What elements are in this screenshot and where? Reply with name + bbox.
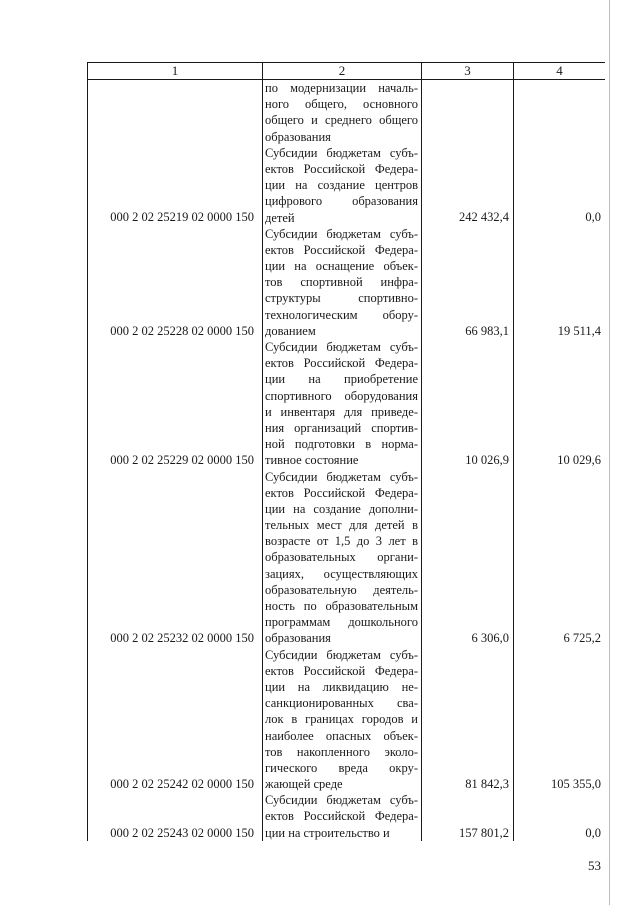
description-line: программам дошкольного xyxy=(265,615,418,630)
description-line: образовательных органи- xyxy=(265,550,418,565)
description-line: технологическим обору- xyxy=(265,307,418,322)
description-line: тов накопленного эколо- xyxy=(265,744,418,759)
description-line: цифрового образования xyxy=(265,194,418,209)
description-line: структуры спортивно- xyxy=(265,291,418,306)
page-edge-line xyxy=(609,0,610,905)
budget-code xyxy=(88,80,263,145)
amount-col-3: 6 306,0 xyxy=(422,469,514,647)
description-line: образования xyxy=(265,129,331,144)
description-line: гического вреда окру- xyxy=(265,760,418,775)
amount-col-4: 6 725,2 xyxy=(514,469,606,647)
table-row xyxy=(88,469,606,647)
description-line: дованием xyxy=(265,323,316,338)
description-line: ной подготовки в норма- xyxy=(265,437,418,452)
amount-col-4: 0,0 xyxy=(514,792,606,841)
description-line: зациях, осуществляющих xyxy=(265,566,418,581)
amount-col-3: 81 842,3 xyxy=(422,647,514,793)
header-col-4: 4 xyxy=(514,63,606,80)
amount-col-3: 242 432,4 xyxy=(422,145,514,226)
table-row xyxy=(88,226,606,339)
description-line: Субсидии бюджетам субъ- xyxy=(265,469,418,484)
description-line: образовательную деятель- xyxy=(265,582,418,597)
description-line: тельных мест для детей в xyxy=(265,518,418,533)
table-row xyxy=(88,80,606,145)
amount-col-4: 0,0 xyxy=(514,145,606,226)
description-line: ного общего, основного xyxy=(265,97,418,112)
description-line: ции на приобретение xyxy=(265,372,418,387)
description-line: образования xyxy=(265,631,331,646)
amount-col-3: 157 801,2 xyxy=(422,792,514,841)
description-line: наиболее опасных объек- xyxy=(265,728,418,743)
budget-code: 000 2 02 25243 02 0000 150 xyxy=(88,792,263,841)
description-line: общего и среднего общего xyxy=(265,113,418,128)
description-line: ции на создание центров xyxy=(265,178,418,193)
description-line: ции на оснащение объек- xyxy=(265,259,418,274)
description-line: Субсидии бюджетам субъ- xyxy=(265,793,418,808)
table-row xyxy=(88,792,606,841)
amount-col-4: 10 029,6 xyxy=(514,339,606,469)
amount-col-4: 19 511,4 xyxy=(514,226,606,339)
header-col-1: 1 xyxy=(88,63,263,80)
description-line: детей xyxy=(265,210,295,225)
description-line: ции на создание дополни- xyxy=(265,501,418,516)
description-line: Субсидии бюджетам субъ- xyxy=(265,226,418,241)
table-row xyxy=(88,339,606,469)
description-line: ектов Российской Федера- xyxy=(265,161,418,176)
budget-description xyxy=(263,226,422,339)
description-line: Субсидии бюджетам субъ- xyxy=(265,647,418,662)
page-number: 53 xyxy=(588,858,601,873)
description-line: ектов Российской Федера- xyxy=(265,809,418,824)
header-row xyxy=(88,63,606,80)
description-line: тов спортивной инфра- xyxy=(265,275,418,290)
budget-table-container xyxy=(87,62,605,848)
budget-description xyxy=(263,80,422,145)
description-line: Субсидии бюджетам субъ- xyxy=(265,340,418,354)
budget-code: 000 2 02 25242 02 0000 150 xyxy=(88,647,263,793)
description-line: Субсидии бюджетам субъ- xyxy=(265,145,418,160)
description-line: и инвентаря для приведе- xyxy=(265,404,418,419)
budget-code: 000 2 02 25229 02 0000 150 xyxy=(88,339,263,469)
description-line: ектов Российской Федера- xyxy=(265,356,418,371)
description-line: лок в границах городов и xyxy=(265,712,418,727)
description-line: возрасте от 1,5 до 3 лет в xyxy=(265,534,418,549)
table-row xyxy=(88,647,606,793)
header-col-2: 2 xyxy=(263,63,422,80)
description-line: тивное состояние xyxy=(265,453,359,468)
budget-description xyxy=(263,469,422,647)
description-line: санкционированных сва- xyxy=(265,696,418,711)
amount-col-3: 10 026,9 xyxy=(422,339,514,469)
budget-code: 000 2 02 25232 02 0000 150 xyxy=(88,469,263,647)
budget-table xyxy=(87,62,605,841)
description-line: по модернизации началь- xyxy=(265,81,418,95)
budget-code: 000 2 02 25219 02 0000 150 xyxy=(88,145,263,226)
description-line: ции на строительство и xyxy=(265,825,390,840)
table-row xyxy=(88,145,606,226)
budget-code: 000 2 02 25228 02 0000 150 xyxy=(88,226,263,339)
description-line: ции на ликвидацию не- xyxy=(265,679,418,694)
description-line: ектов Российской Федера- xyxy=(265,242,418,257)
amount-col-3 xyxy=(422,80,514,145)
description-line: ектов Российской Федера- xyxy=(265,485,418,500)
budget-description xyxy=(263,339,422,469)
description-line: ность по образовательным xyxy=(265,599,418,613)
budget-description xyxy=(263,792,422,841)
amount-col-3: 66 983,1 xyxy=(422,226,514,339)
description-line: жающей среде xyxy=(265,777,343,792)
description-line: спортивного оборудования xyxy=(265,388,418,403)
description-line: ектов Российской Федера- xyxy=(265,663,418,678)
amount-col-4: 105 355,0 xyxy=(514,647,606,793)
budget-description xyxy=(263,647,422,793)
budget-description xyxy=(263,145,422,226)
description-line: ния организаций спортив- xyxy=(265,420,418,435)
header-col-3: 3 xyxy=(422,63,514,80)
amount-col-4 xyxy=(514,80,606,145)
